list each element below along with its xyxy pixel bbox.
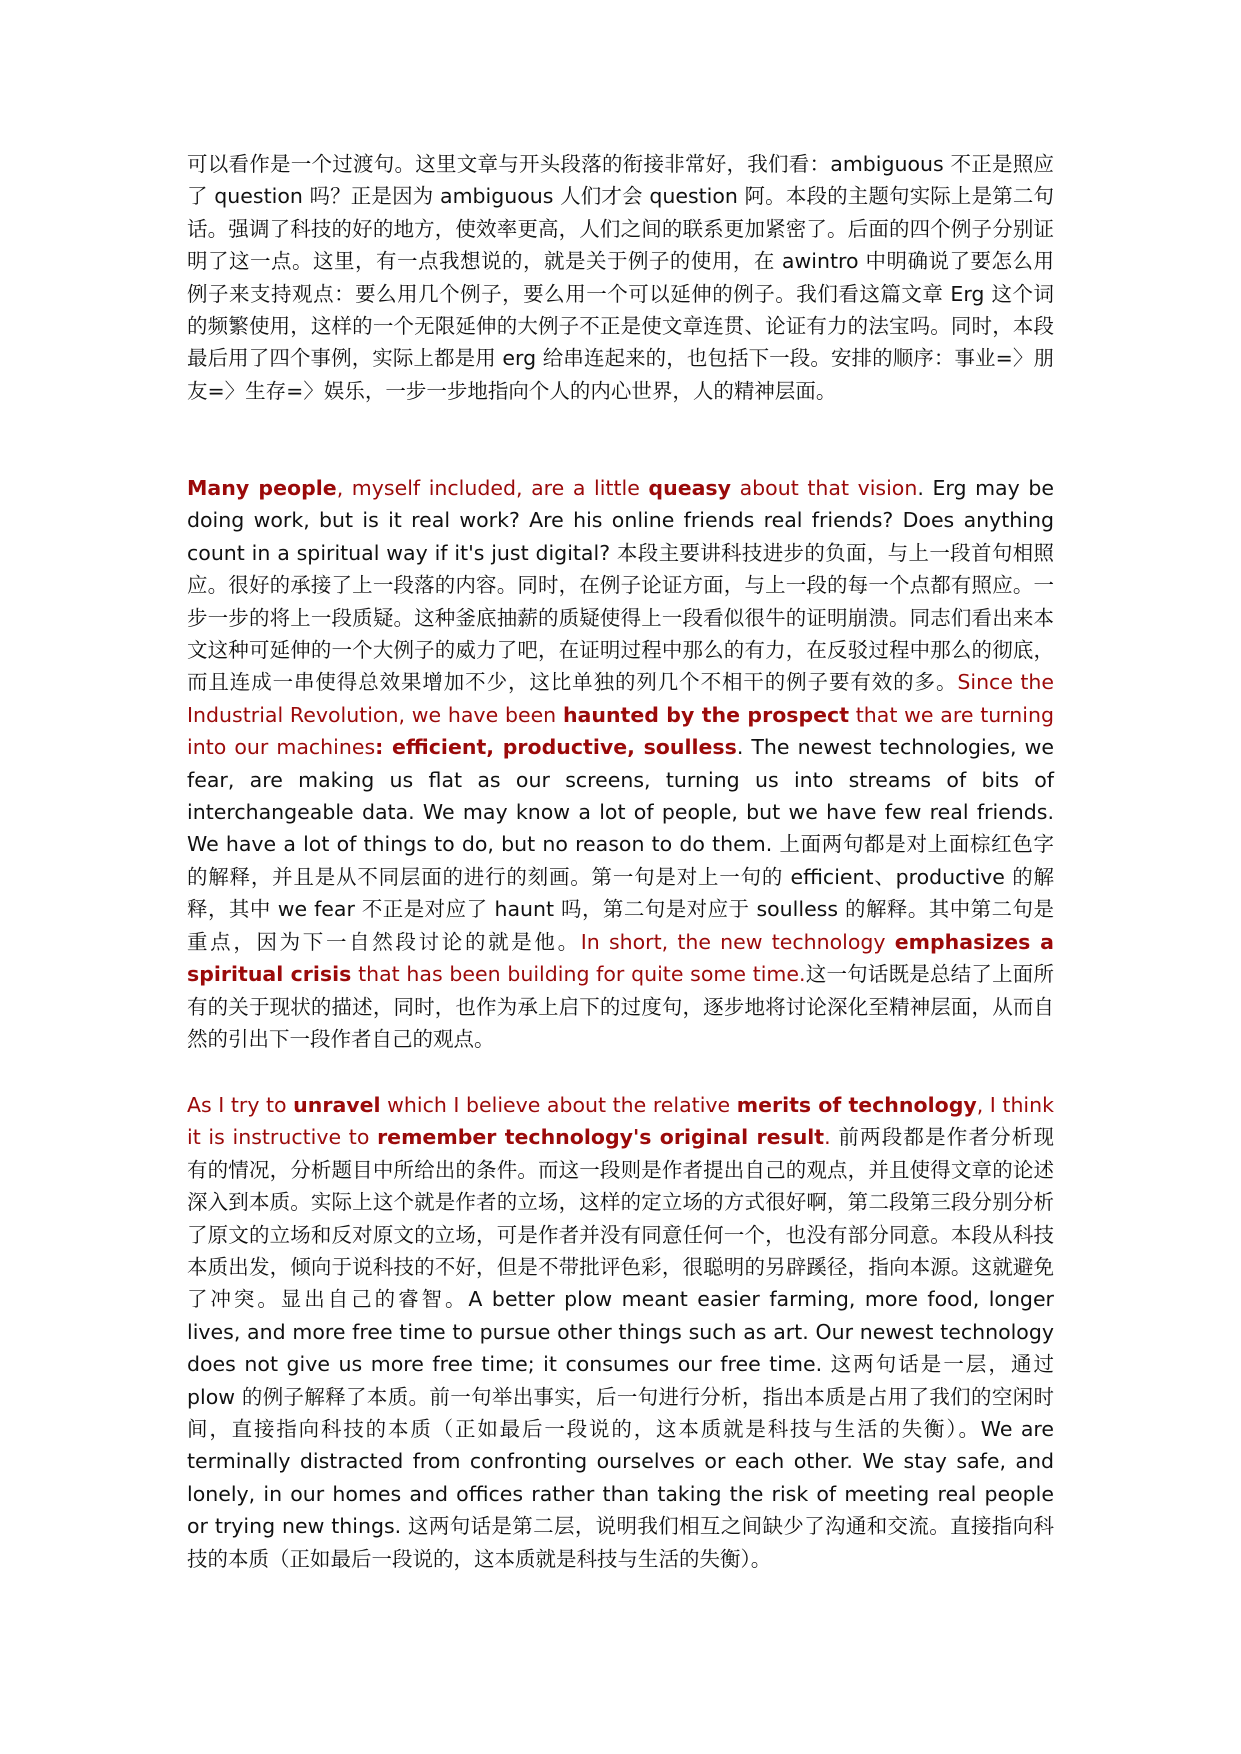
text-segment: . The newest technologies, we fear, are making us flat as our screens, turning us into streams of bits of interchangeable data. We may know a lot of people, but we have few real friends. We have a lot of things to do, but no reason to do them. 上面两句都是对上面棕红色字的解释，并且是从不同层面的进行的刻画。第一句是对上一句的 efficient、productive 的解释，其中 we fear 不正是对应了 haunt 吗，第二句是对应于 soulless 的解释。其中第二句是重点，因为下一自然段讨论的就是他。	[187, 735, 1054, 954]
text-segment: which I believe about the relative	[380, 1093, 737, 1117]
text-segment: about that vision	[731, 476, 918, 500]
text-segment: emphasizes a spiritual crisis	[187, 929, 1054, 987]
text-segment: that we are turning into our machines	[187, 702, 1055, 760]
paragraph-1	[187, 148, 1054, 407]
text-segment: remember technology's original result	[377, 1125, 825, 1150]
text-segment: Many people	[187, 476, 337, 500]
text-segment: queasy	[648, 476, 731, 500]
paragraph-2	[187, 472, 1054, 1055]
text-segment: , I think it is instructive to	[187, 1093, 1054, 1150]
text-segment: unravel	[293, 1093, 381, 1117]
text-segment: that has been building for quite some time.	[351, 962, 806, 987]
text-segment: haunted by the prospect	[562, 702, 850, 727]
text-segment: As I try to	[187, 1093, 294, 1117]
text-segment: .	[824, 1125, 839, 1150]
text-segment: merits of technology	[736, 1093, 977, 1117]
text-segment: In short, the new technology	[580, 929, 895, 954]
text-segment: 可以看作是一个过渡句。这里文章与开头段落的衔接非常好，我们看：ambiguous 不正是照应了 question 吗？正是因为 ambiguous 人们才会 question 阿。本段的主题句实际上是第二句话。强调了科技的好的地方，使效率更高，人们之间的联系更加紧密了。后面的四个例子分别证明了这一点。这里，有一点我想说的，就是关于例子的使用，在 awintro 中明确说了要怎么用例子来支持观点：要么用几个例子，要么用一个可以延伸的例子。我们看这篇文章 Erg 这个词的频繁使用，这样的一个无限延伸的大例子不正是使文章连贯、论证有力的法宝吗。同时，本段最后用了四个事例，实际上都是用 erg 给串连起来的，也包括下一段。安排的顺序：事业=〉朋友=〉生存=〉娱乐，一步一步地指向个人的内心世界，人的精神层面。	[187, 152, 1054, 403]
text-segment: . Erg may be doing work, but is it real work? Are his online friends real friends? Does anything count in a spiritual way if it's just digital? 本段主要讲科技进步的负面，与上一段首句相照应。很好的承接了上一段落的内容。同时，在例子论证方面，与上一段的每一个点都有照应。一步一步的将上一段质疑。这种釜底抽薪的质疑使得上一段看似很牛的证明崩溃。同志们看出来本文这种可延伸的一个大例子的威力了吧，在证明过程中那么的有力，在反驳过程中那么的彻底，而且连成一串使得总效果增加不少，这比单独的列几个不相干的例子要有效的多。	[187, 476, 1054, 695]
text-segment: , myself included, are a little	[336, 476, 649, 500]
text-segment: 前两段都是作者分析现有的情况，分析题目中所给出的条件。而这一段则是作者提出自己的观点，并且使得文章的论述深入到本质。实际上这个就是作者的立场，这样的定立场的方式很好啊，第二段第三段分别分析了原文的立场和反对原文的立场，可是作者并没有同意任何一个，也没有部分同意。本段从科技本质出发，倾向于说科技的不好，但是不带批评色彩，很聪明的另辟蹊径，指向本源。这就避免了冲突。显出自己的睿智。A better plow meant easier farming, more food, longer lives, and more free time to pursue other things such as art. Our newest technology does not give us more free time; it consumes our free time. 这两句话是一层，通过 plow 的例子解释了本质。前一句举出事实，后一句进行分析，指出本质是占用了我们的空闲时间，直接指向科技的本质（正如最后一段说的，这本质就是科技与生活的失衡）。We are terminally distracted from confronting ourselves or each other. We stay safe, and lonely, in our homes and offices rather than taking the risk of meeting real people or trying new things. 这两句话是第二层，说明我们相互之间缺少了沟通和交流。直接指向科技的本质（正如最后一段说的，这本质就是科技与生活的失衡）。	[187, 1125, 1054, 1571]
paragraph-3	[187, 1089, 1054, 1575]
text-segment: : efficient, productive, soulless	[375, 735, 737, 760]
text-segment: 这一句话既是总结了上面所有的关于现状的描述，同时，也作为承上启下的过度句，逐步地将讨论深化至精神层面，从而自然的引出下一段作者自己的观点。	[187, 962, 1055, 1051]
text-segment: Since the Industrial Revolution, we have been	[187, 670, 1055, 727]
